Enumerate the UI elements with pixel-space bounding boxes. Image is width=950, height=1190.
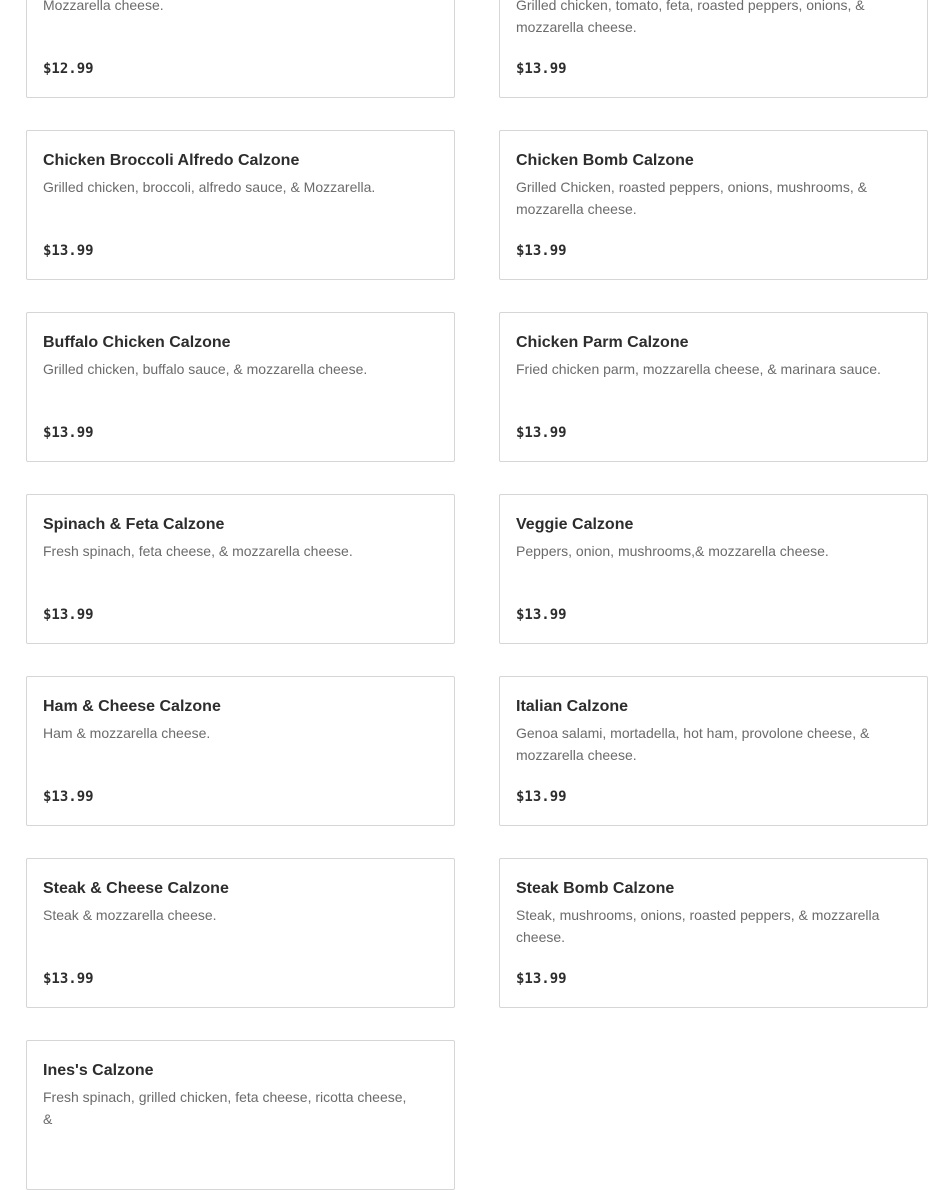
menu-item-price: $13.99 [516, 971, 567, 987]
menu-item-name: Steak Bomb Calzone [516, 880, 675, 897]
menu-item-description: Peppers, onion, mushrooms,& mozzarella cheese. [516, 543, 829, 559]
menu-item-card[interactable] [499, 858, 928, 1008]
menu-item-name: Italian Calzone [516, 698, 629, 715]
menu-item-card[interactable] [26, 1040, 455, 1190]
menu-item-card[interactable] [26, 0, 455, 98]
menu-item-name: Ham & Cheese Calzone [43, 698, 221, 715]
menu-item-description: Fresh spinach, feta cheese, & mozzarella cheese. [43, 543, 353, 559]
menu-item-price: $13.99 [43, 971, 94, 987]
menu-item-description: Steak & mozzarella cheese. [43, 907, 217, 923]
menu-item-card[interactable] [499, 676, 928, 826]
menu-item-description: Steak, mushrooms, onions, roasted peppers, & mozzarella cheese. [516, 907, 880, 945]
menu-item-card[interactable] [499, 494, 928, 644]
menu-item-price: $13.99 [43, 425, 94, 441]
menu-item-price: $13.99 [43, 243, 94, 259]
menu-item-description: Grilled Chicken, roasted peppers, onions, mushrooms, & mozzarella cheese. [516, 179, 867, 217]
menu-item-description: Mozzarella cheese. [43, 0, 164, 13]
menu-item-price: $13.99 [43, 789, 94, 805]
menu-item-card[interactable] [26, 312, 455, 462]
menu-item-card[interactable] [499, 0, 928, 98]
menu-item-name: Chicken Parm Calzone [516, 334, 689, 351]
menu-item-name: Chicken Broccoli Alfredo Calzone [43, 152, 300, 169]
menu-item-description: Grilled chicken, broccoli, alfredo sauce, & Mozzarella. [43, 179, 376, 195]
menu-item-description: Genoa salami, mortadella, hot ham, provolone cheese, & mozzarella cheese. [516, 725, 870, 763]
menu-item-price: $12.99 [43, 61, 94, 77]
menu-item-description: Fresh spinach, grilled chicken, feta cheese, ricotta cheese, & [43, 1089, 407, 1127]
menu-item-card[interactable] [26, 858, 455, 1008]
menu-item-name: Ines's Calzone [43, 1062, 154, 1079]
menu-item-name: Buffalo Chicken Calzone [43, 334, 231, 351]
menu-item-description: Ham & mozzarella cheese. [43, 725, 211, 741]
menu-item-price: $13.99 [516, 789, 567, 805]
menu-item-description: Fried chicken parm, mozzarella cheese, & marinara sauce. [516, 361, 881, 377]
menu-item-price: $13.99 [516, 425, 567, 441]
menu-item-name: Veggie Calzone [516, 516, 634, 533]
menu-item-card[interactable] [499, 130, 928, 280]
menu-item-card[interactable] [26, 130, 455, 280]
menu-item-description: Grilled chicken, buffalo sauce, & mozzarella cheese. [43, 361, 368, 377]
menu-item-price: $13.99 [516, 607, 567, 623]
menu-item-card[interactable] [26, 676, 455, 826]
menu-item-name: Spinach & Feta Calzone [43, 516, 225, 533]
menu-item-description: Grilled chicken, tomato, feta, roasted peppers, onions, & mozzarella cheese. [516, 0, 865, 35]
menu-item-card[interactable] [499, 312, 928, 462]
menu-item-name: Chicken Bomb Calzone [516, 152, 694, 169]
menu-item-price: $13.99 [516, 243, 567, 259]
menu-item-price: $13.99 [516, 61, 567, 77]
menu-item-name: Steak & Cheese Calzone [43, 880, 229, 897]
menu-item-card[interactable] [26, 494, 455, 644]
menu-item-price: $13.99 [43, 607, 94, 623]
menu-item-grid [26, 0, 928, 1190]
